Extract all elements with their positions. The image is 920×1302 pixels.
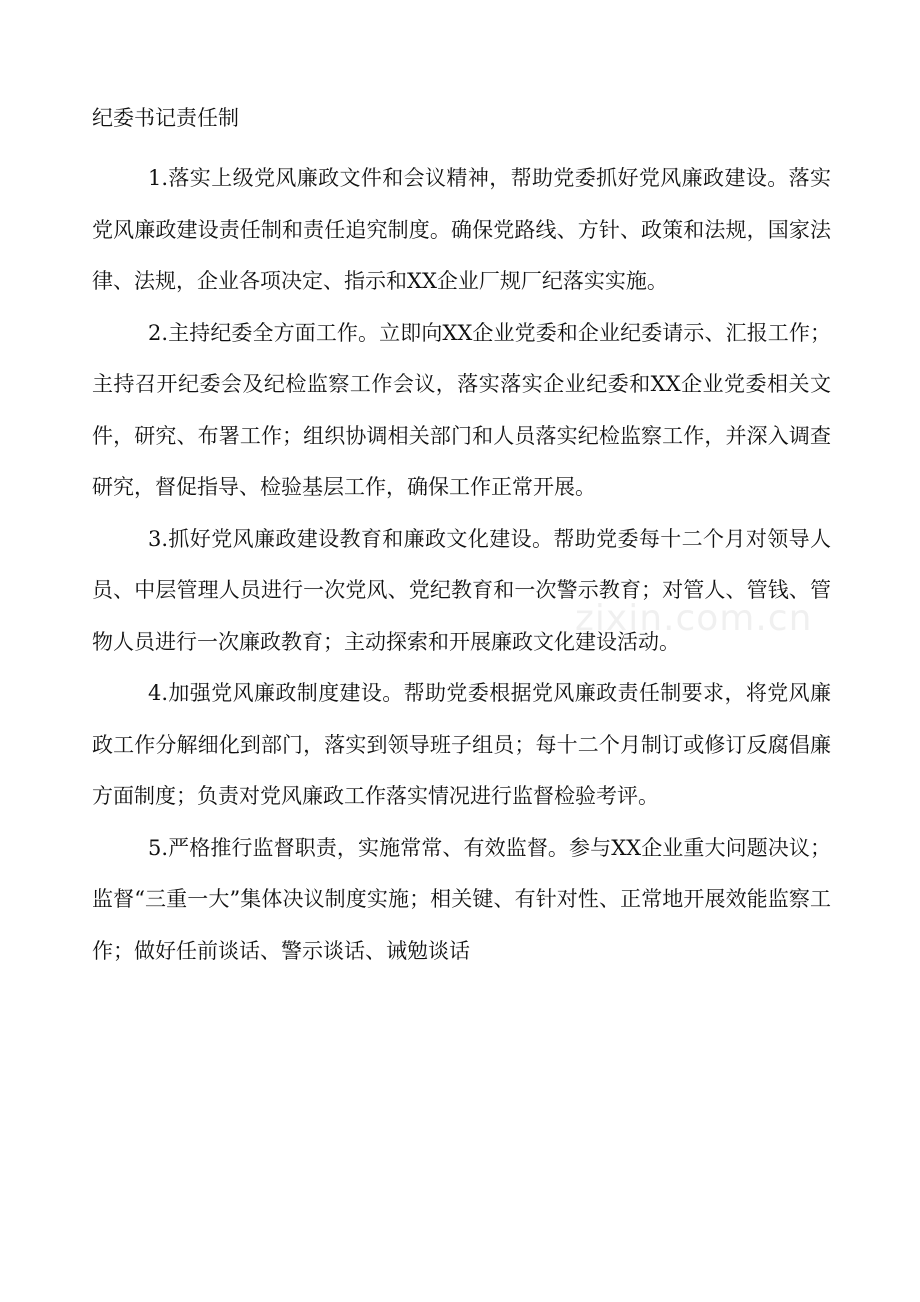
paragraph-2: 2.主持纪委全方面工作。立即向XX企业党委和企业纪委请示、汇报工作；主持召开纪委会及纪检监察工作会议，落实落实企业纪委和XX企业党委相关文件，研究、布署工作；组织协调相关部门和人员落实纪检监察工作，并深入调查研究，督促指导、检验基层工作，确保工作正常开展。 bbox=[92, 320, 831, 499]
paragraph-1: 1.落实上级党风廉政文件和会议精神，帮助党委抓好党风廉政建设。落实党风廉政建设责任制和责任追究制度。确保党路线、方针、政策和法规，国家法律、法规，企业各项决定、指示和XX企业厂规厂纪落实实施。 bbox=[92, 166, 831, 293]
document-title: 纪委书记责任制 bbox=[92, 106, 239, 130]
paragraph-3: 3.抓好党风廉政建设教育和廉政文化建设。帮助党委每十二个月对领导人员、中层管理人员进行一次党风、党纪教育和一次警示教育；对管人、管钱、管物人员进行一次廉政教育；主动探索和开展廉政文化建设活动。 bbox=[92, 526, 831, 654]
document-body bbox=[92, 153, 831, 977]
watermark-text: zixin.com.cn bbox=[575, 598, 813, 639]
paragraph-4: 4.加强党风廉政制度建设。帮助党委根据党风廉政责任制要求，将党风廉政工作分解细化到部门，落实到领导班子组员；每十二个月制订或修订反腐倡廉方面制度；负责对党风廉政工作落实情况进行监督检验考评。 bbox=[92, 681, 831, 808]
paragraph-5: 5.严格推行监督职责，实施常常、有效监督。参与XX企业重大问题决议；监督“三重一大”集体决议制度实施；相关键、有针对性、正常地开展效能监察工作；做好任前谈话、警示谈话、诫勉谈话 bbox=[92, 835, 831, 963]
